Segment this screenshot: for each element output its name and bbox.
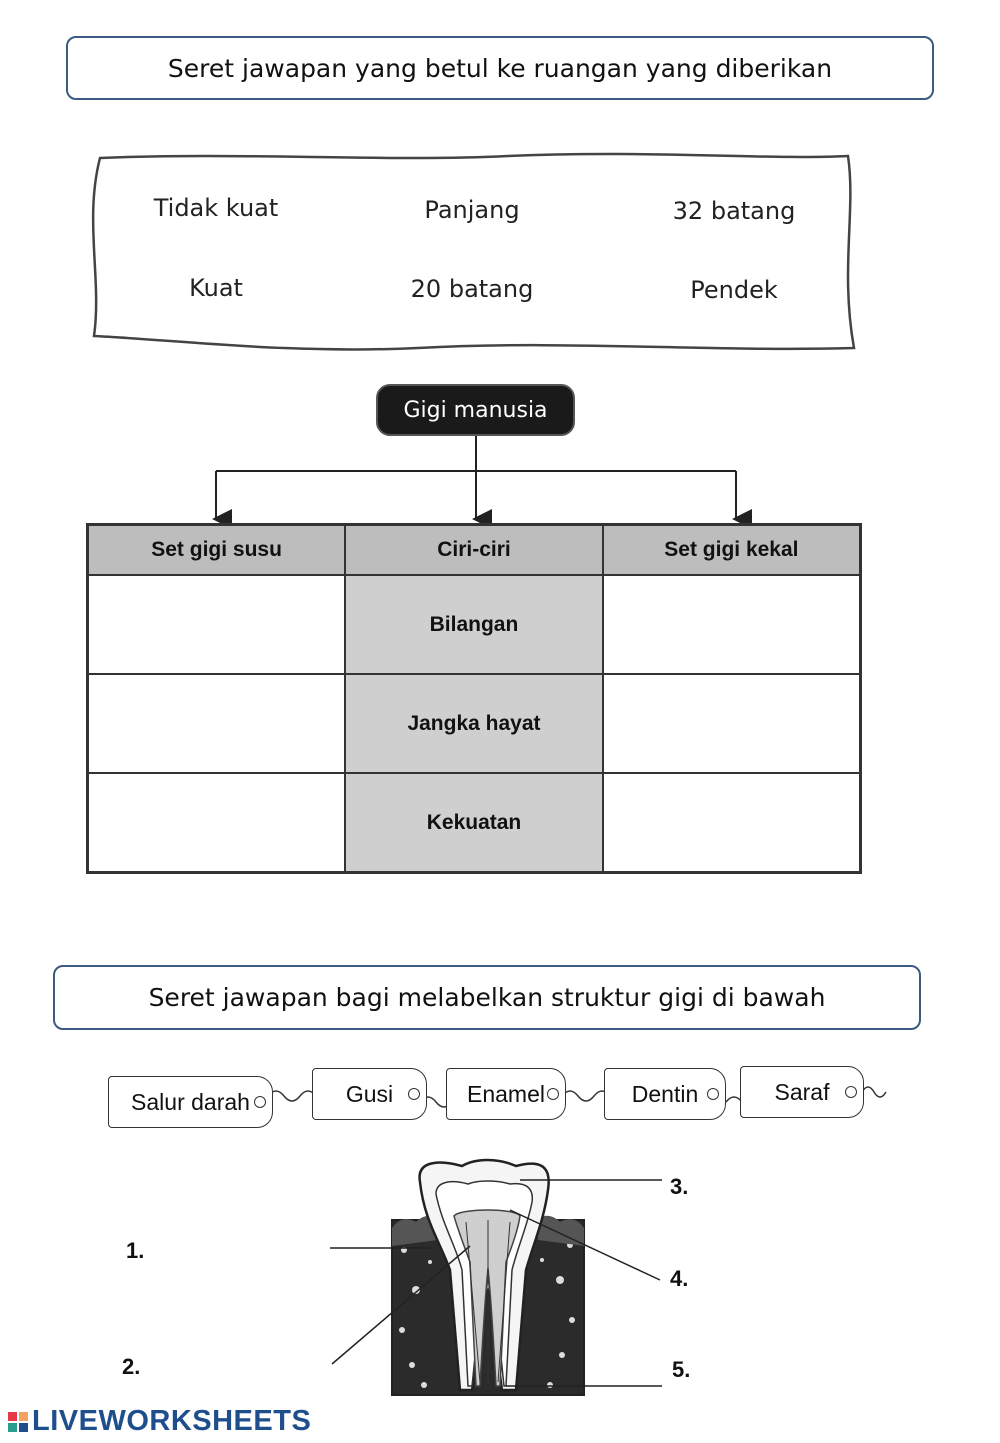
answer-20-batang[interactable]: 20 batang [410, 275, 534, 303]
concept-root-node [376, 384, 575, 436]
tag-hole-icon [845, 1086, 857, 1098]
drop-zone-susu-bilangan[interactable] [88, 575, 346, 674]
logo-block [8, 1412, 17, 1421]
drop-zone-susu-kekuatan[interactable] [88, 773, 346, 873]
tag-salur-darah[interactable] [108, 1076, 273, 1128]
answer-tidak-kuat[interactable]: Tidak kuat [153, 194, 279, 222]
drop-zone-susu-jangka-hayat[interactable] [88, 674, 346, 773]
tag-hole-icon [254, 1096, 266, 1108]
diagram-label-3: 3. [670, 1174, 689, 1199]
tag-hole-icon [408, 1088, 420, 1100]
tag-hole-icon [547, 1088, 559, 1100]
answer-panjang[interactable]: Panjang [424, 196, 520, 224]
label-tags-row [100, 1062, 890, 1142]
logo-block [19, 1412, 28, 1421]
tag-enamel[interactable] [446, 1068, 566, 1120]
criteria-jangka-hayat: Jangka hayat [345, 674, 603, 773]
table-row [88, 575, 861, 674]
logo-block [8, 1423, 17, 1432]
teeth-comparison-table [86, 523, 862, 874]
concept-root-label: Gigi manusia [403, 397, 548, 423]
header-set-gigi-kekal: Set gigi kekal [603, 525, 861, 576]
tag-label: Gusi [345, 1080, 394, 1107]
diagram-label-5: 5. [672, 1357, 691, 1382]
drop-zone-kekal-bilangan[interactable] [603, 575, 861, 674]
criteria-bilangan: Bilangan [345, 575, 603, 674]
header-set-gigi-susu: Set gigi susu [88, 525, 346, 576]
tag-label: Saraf [774, 1078, 830, 1105]
diagram-label-2: 2. [122, 1354, 141, 1379]
tag-saraf[interactable] [740, 1066, 864, 1118]
table-header-row [88, 525, 861, 576]
logo-blocks-icon [8, 1412, 28, 1432]
tooth-structure-diagram [320, 1150, 700, 1400]
drop-zone-kekal-jangka-hayat[interactable] [603, 674, 861, 773]
criteria-kekuatan: Kekuatan [345, 773, 603, 873]
tag-label: Dentin [631, 1080, 699, 1107]
logo-block [19, 1423, 28, 1432]
header-ciri-ciri: Ciri-ciri [345, 525, 603, 576]
table-row [88, 674, 861, 773]
concept-map-connectors [0, 0, 1000, 530]
instruction-banner-2 [53, 965, 921, 1030]
tag-dentin[interactable] [604, 1068, 726, 1120]
answer-kuat[interactable]: Kuat [189, 274, 243, 302]
diagram-label-4: 4. [670, 1266, 689, 1291]
tag-gusi[interactable] [312, 1068, 427, 1120]
table-row [88, 773, 861, 873]
instruction-text-2: Seret jawapan bagi melabelkan struktur gigi di bawah [148, 983, 826, 1012]
liveworksheets-logo [8, 1405, 311, 1438]
instruction-text-1: Seret jawapan yang betul ke ruangan yang diberikan [167, 53, 833, 83]
tag-hole-icon [707, 1088, 719, 1100]
tag-label: Salur darah [131, 1088, 250, 1115]
answer-pendek[interactable]: Pendek [690, 276, 778, 304]
drop-zone-kekal-kekuatan[interactable] [603, 773, 861, 873]
logo-text: LIVEWORKSHEETS [32, 1405, 312, 1437]
diagram-label-1: 1. [126, 1238, 145, 1263]
tag-label: Enamel [467, 1080, 545, 1107]
answer-32-batang[interactable]: 32 batang [672, 197, 796, 225]
